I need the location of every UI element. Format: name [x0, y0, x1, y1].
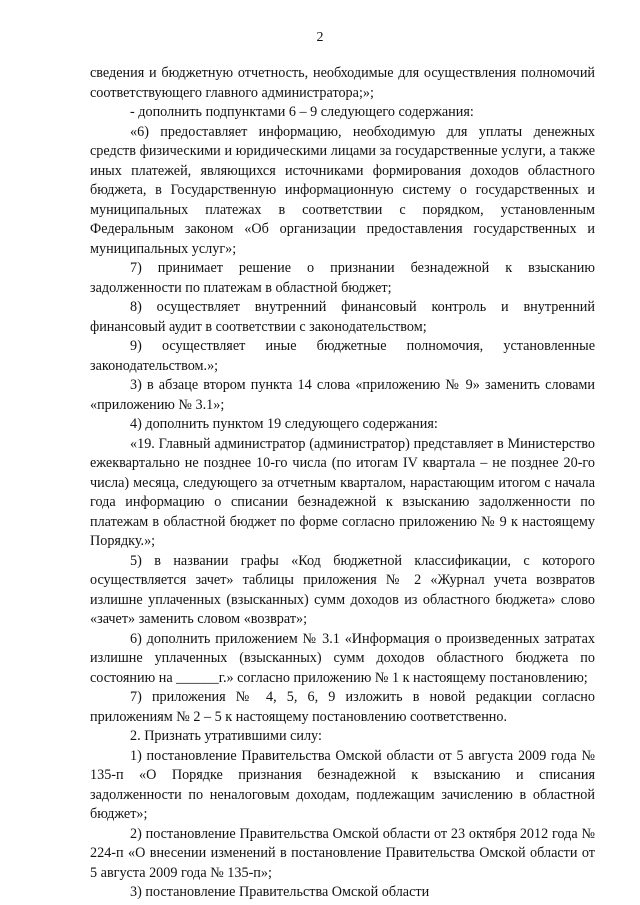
- paragraph: 8) осуществляет внутренний финансовый контроль и внутренний финансовый аудит в соответствии с законодательством;: [90, 299, 595, 335]
- document-body: [90, 64, 595, 903]
- paragraph: 7) приложения № 4, 5, 6, 9 изложить в новой редакции согласно приложениям № 2 – 5 к настоящему постановлению соответственно.: [90, 689, 595, 725]
- paragraph: 3) в абзаце втором пункта 14 слова «приложению № 9» заменить словами «приложению № 3.1»;: [90, 377, 595, 413]
- paragraph: 1) постановление Правительства Омской области от 5 августа 2009 года № 135-п «О Порядке признания безнадежной к взысканию и списания задолженности по неналоговым доходам, подлежащим зачислению в областной бюджет»;: [90, 747, 595, 822]
- paragraph: 2) постановление Правительства Омской области от 23 октября 2012 года № 224-п «О внесении изменений в постановление Правительства Омской области от 5 августа 2009 года № 135-п»;: [90, 825, 595, 881]
- paragraph: 3) постановление Правительства Омской области: [130, 884, 430, 900]
- paragraph: - дополнить подпунктами 6 – 9 следующего содержания:: [130, 104, 474, 120]
- paragraph: 2. Признать утратившими силу:: [130, 728, 322, 744]
- page-number: 2: [316, 30, 324, 45]
- paragraph: 9) осуществляет иные бюджетные полномочия, установленные законодательством.»;: [90, 338, 595, 374]
- paragraph: 4) дополнить пунктом 19 следующего содержания:: [130, 416, 438, 432]
- paragraph: сведения и бюджетную отчетность, необходимые для осуществления полномочий соответствующего главного администратора;»;: [90, 65, 595, 101]
- paragraph: 5) в названии графы «Код бюджетной классификации, с которого осуществляется зачет» таблицы приложения № 2 «Журнал учета возвратов излишне уплаченных (взысканных) сумм доходов из областного бюджета» слово «зачет» заменить словом «возврат»;: [90, 552, 595, 627]
- paragraph: 6) дополнить приложением № 3.1 «Информация о произведенных затратах излишне уплаченных (взысканных) сумм доходов областного бюджета по состоянию на ______г.» согласно приложению № 1 к настоящему постановлению;: [90, 630, 595, 686]
- paragraph: «6) предоставляет информацию, необходимую для уплаты денежных средств физическими и юридическими лицами за государственные услуги, а также иных платежей, являющихся источниками формирования доходов областного бюджета, в Государственную информационную систему о государственных и муниципальных платежах в соответствии с порядком, установленным Федеральным законом «Об организации предоставления государственных и муниципальных услуг»;: [90, 123, 595, 257]
- paragraph: 7) принимает решение о признании безнадежной к взысканию задолженности по платежам в областной бюджет;: [90, 260, 595, 296]
- paragraph: «19. Главный администратор (администратор) представляет в Министерство ежеквартально не позднее 10-го числа (по итогам IV квартала – не позднее 20-го числа) месяца, следующего за отчетным кварталом, нарастающим итогом с начала года информацию о списании безнадежной к взысканию задолженности по платежам в областной бюджет по форме согласно приложению № 9 к настоящему Порядку.»;: [90, 435, 595, 549]
